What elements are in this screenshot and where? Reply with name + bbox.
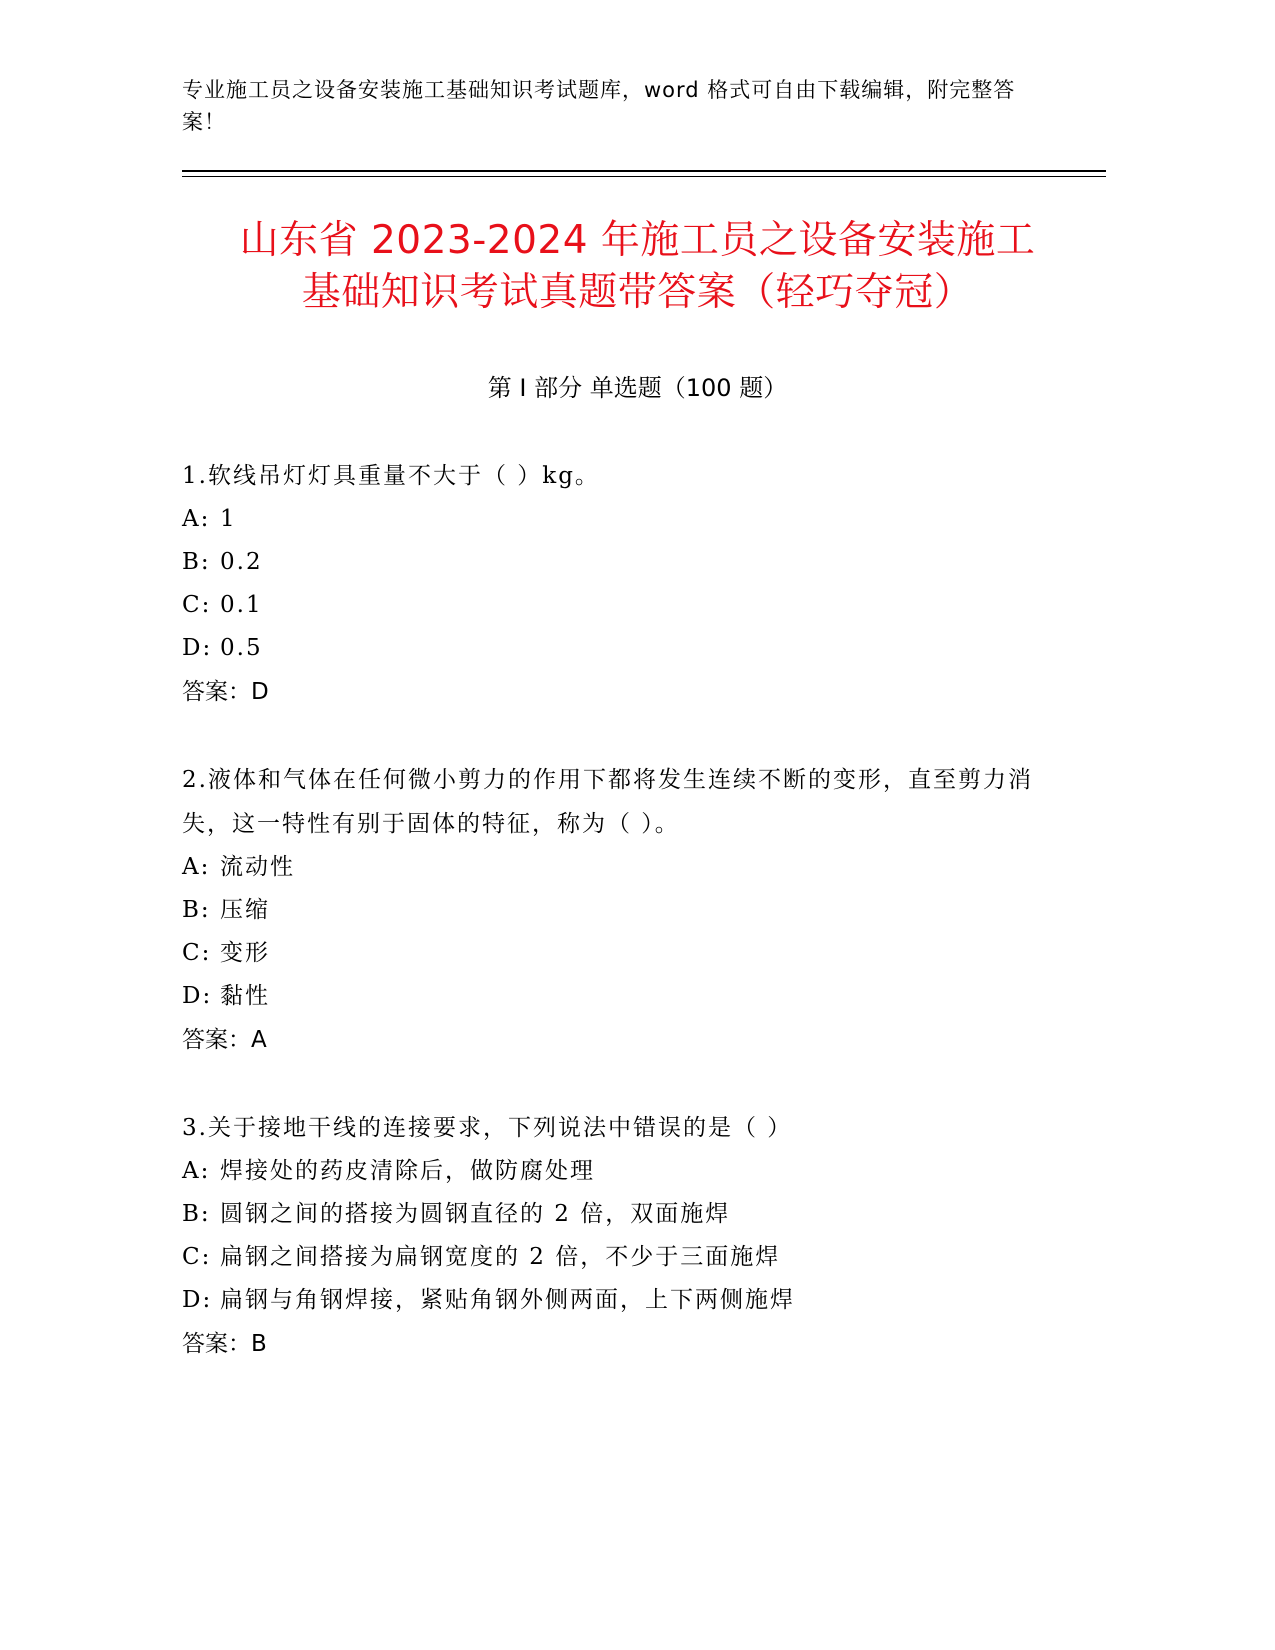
option-text: 压缩: [220, 897, 270, 923]
option-a: [182, 498, 1062, 541]
question-stem: 3.关于接地干线的连接要求，下列说法中错误的是（ ）: [182, 1115, 793, 1141]
option-c: [182, 932, 1062, 975]
answer-text: 答案：D: [182, 679, 269, 705]
option-text: 变形: [220, 940, 270, 966]
option-text: 0.2: [220, 549, 263, 575]
document-title-line-2: 基础知识考试真题带答案（轻巧夺冠）: [301, 270, 974, 315]
option-letter: C:: [182, 940, 212, 966]
option-d: [182, 1279, 1062, 1322]
option-b: [182, 889, 1062, 932]
option-b: [182, 1193, 1062, 1236]
option-a: [182, 846, 1062, 889]
option-letter: A:: [182, 1158, 211, 1184]
option-c: [182, 584, 1062, 627]
option-text: 黏性: [220, 983, 270, 1009]
option-letter: A:: [182, 854, 211, 880]
header-rule-thick: [182, 170, 1106, 172]
option-a: [182, 1150, 1062, 1193]
question-3: [182, 1106, 1062, 1366]
option-text: 扁钢与角钢焊接，紧贴角钢外侧两面，上下两侧施焊: [220, 1287, 795, 1313]
option-c: [182, 1236, 1062, 1279]
answer-text: 答案：B: [182, 1331, 267, 1357]
option-text: 流动性: [220, 854, 295, 880]
option-letter: A:: [182, 506, 211, 532]
option-b: [182, 541, 1062, 584]
option-text: 0.5: [220, 635, 263, 661]
option-d: [182, 975, 1062, 1018]
option-text: 焊接处的药皮清除后，做防腐处理: [220, 1158, 595, 1184]
question-1: [182, 454, 1062, 714]
option-text: 0.1: [220, 592, 263, 618]
header-rule-thin: [182, 176, 1106, 177]
option-letter: C:: [182, 1244, 212, 1270]
question-stem: 2.液体和气体在任何微小剪力的作用下都将发生连续不断的变形，直至剪力消失，这一特性有别于固体的特征，称为（ ）。: [182, 767, 1033, 837]
document-title-line-1: 山东省 2023-2024 年施工员之设备安装施工: [239, 218, 1036, 263]
option-letter: B:: [182, 549, 211, 575]
option-d: [182, 627, 1062, 670]
answer-text: 答案：A: [182, 1027, 267, 1053]
option-letter: B:: [182, 897, 211, 923]
header-note: 专业施工员之设备安装施工基础知识考试题库，word 格式可自由下载编辑，附完整答案！: [182, 78, 1016, 134]
document-title: [150, 215, 1125, 319]
option-text: 1: [220, 506, 237, 532]
question-stem: 1.软线吊灯灯具重量不大于（ ）kg。: [182, 463, 600, 489]
option-letter: C:: [182, 592, 212, 618]
option-letter: D:: [182, 635, 213, 661]
option-letter: D:: [182, 983, 213, 1009]
option-text: 圆钢之间的搭接为圆钢直径的 2 倍，双面施焊: [220, 1201, 731, 1227]
option-letter: D:: [182, 1287, 213, 1313]
section-heading: 第 I 部分 单选题（100 题）: [487, 374, 788, 402]
option-letter: B:: [182, 1201, 211, 1227]
question-2: [182, 758, 1062, 1062]
option-text: 扁钢之间搭接为扁钢宽度的 2 倍，不少于三面施焊: [220, 1244, 781, 1270]
